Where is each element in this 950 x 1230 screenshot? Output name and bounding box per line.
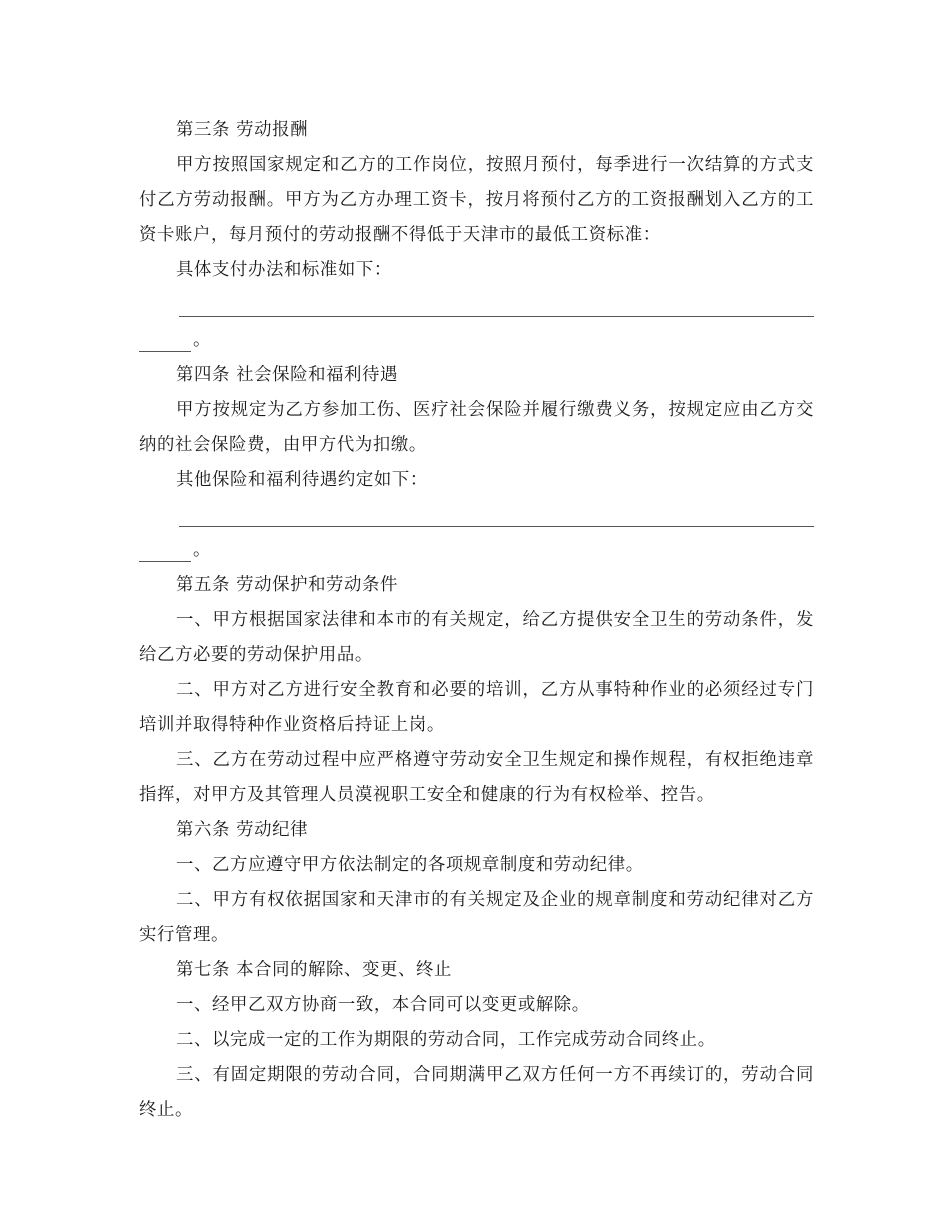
article-6-heading: 第六条 劳动纪律 xyxy=(176,820,309,840)
article-4-heading: 第四条 社会保险和福利待遇 xyxy=(176,365,399,385)
article-4-paragraph-1: 甲方按规定为乙方参加工伤、医疗社会保险并履行缴费义务，按规定应由乙方交纳的社会保险费，由甲方代为扣缴。 xyxy=(139,400,814,455)
article-4-paragraph-2: 其他保险和福利待遇约定如下： xyxy=(176,470,428,490)
article-5-item-1: 一、甲方根据国家法律和本市的有关规定，给乙方提供安全卫生的劳动条件，发给乙方必要的劳动保护用品。 xyxy=(139,610,814,665)
article-3-heading: 第三条 劳动报酬 xyxy=(176,120,309,140)
article-6-item-1: 一、乙方应遵守甲方依法制定的各项规章制度和劳动纪律。 xyxy=(176,855,644,875)
article-7-item-2: 二、以完成一定的工作为期限的劳动合同，工作完成劳动合同终止。 xyxy=(176,1030,716,1050)
underline xyxy=(139,561,191,562)
article-5-item-3: 三、乙方在劳动过程中应严格遵守劳动安全卫生规定和操作规程，有权拒绝违章指挥，对甲方及其管理人员漠视职工安全和健康的行为有权检举、控告。 xyxy=(139,750,814,805)
article-7-item-3: 三、有固定期限的劳动合同，合同期满甲乙双方任何一方不再续订的，劳动合同终止。 xyxy=(139,1065,814,1120)
article-7-item-1: 一、经甲乙双方协商一致，本合同可以变更或解除。 xyxy=(176,995,590,1015)
article-5-item-2: 二、甲方对乙方进行安全教育和必要的培训，乙方从事特种作业的必须经过专门培训并取得特种作业资格后持证上岗。 xyxy=(139,680,814,735)
article-6-item-2: 二、甲方有权依据国家和天津市的有关规定及企业的规章制度和劳动纪律对乙方实行管理。 xyxy=(139,890,814,945)
underline xyxy=(139,351,191,352)
underline xyxy=(179,526,814,527)
article-3-paragraph-1: 甲方按照国家规定和乙方的工作岗位，按照月预付，每季进行一次结算的方式支付乙方劳动报酬。甲方为乙方办理工资卡，按月将预付乙方的工资报酬划入乙方的工资卡账户，每月预付的劳动报酬不得低于天津市的最低工资标准： xyxy=(139,155,814,245)
blank-period: 。 xyxy=(193,540,211,560)
article-7-heading: 第七条 本合同的解除、变更、终止 xyxy=(176,960,452,980)
document-body xyxy=(139,113,814,1128)
underline xyxy=(179,316,814,317)
article-4-fill-blank-end xyxy=(139,533,814,568)
article-5-heading: 第五条 劳动保护和劳动条件 xyxy=(176,575,399,595)
article-3-paragraph-2: 具体支付办法和标准如下： xyxy=(176,260,392,280)
article-3-fill-blank-end xyxy=(139,323,814,358)
article-4-fill-blank-line xyxy=(139,498,814,533)
blank-period: 。 xyxy=(193,330,211,350)
article-3-fill-blank-line xyxy=(139,288,814,323)
